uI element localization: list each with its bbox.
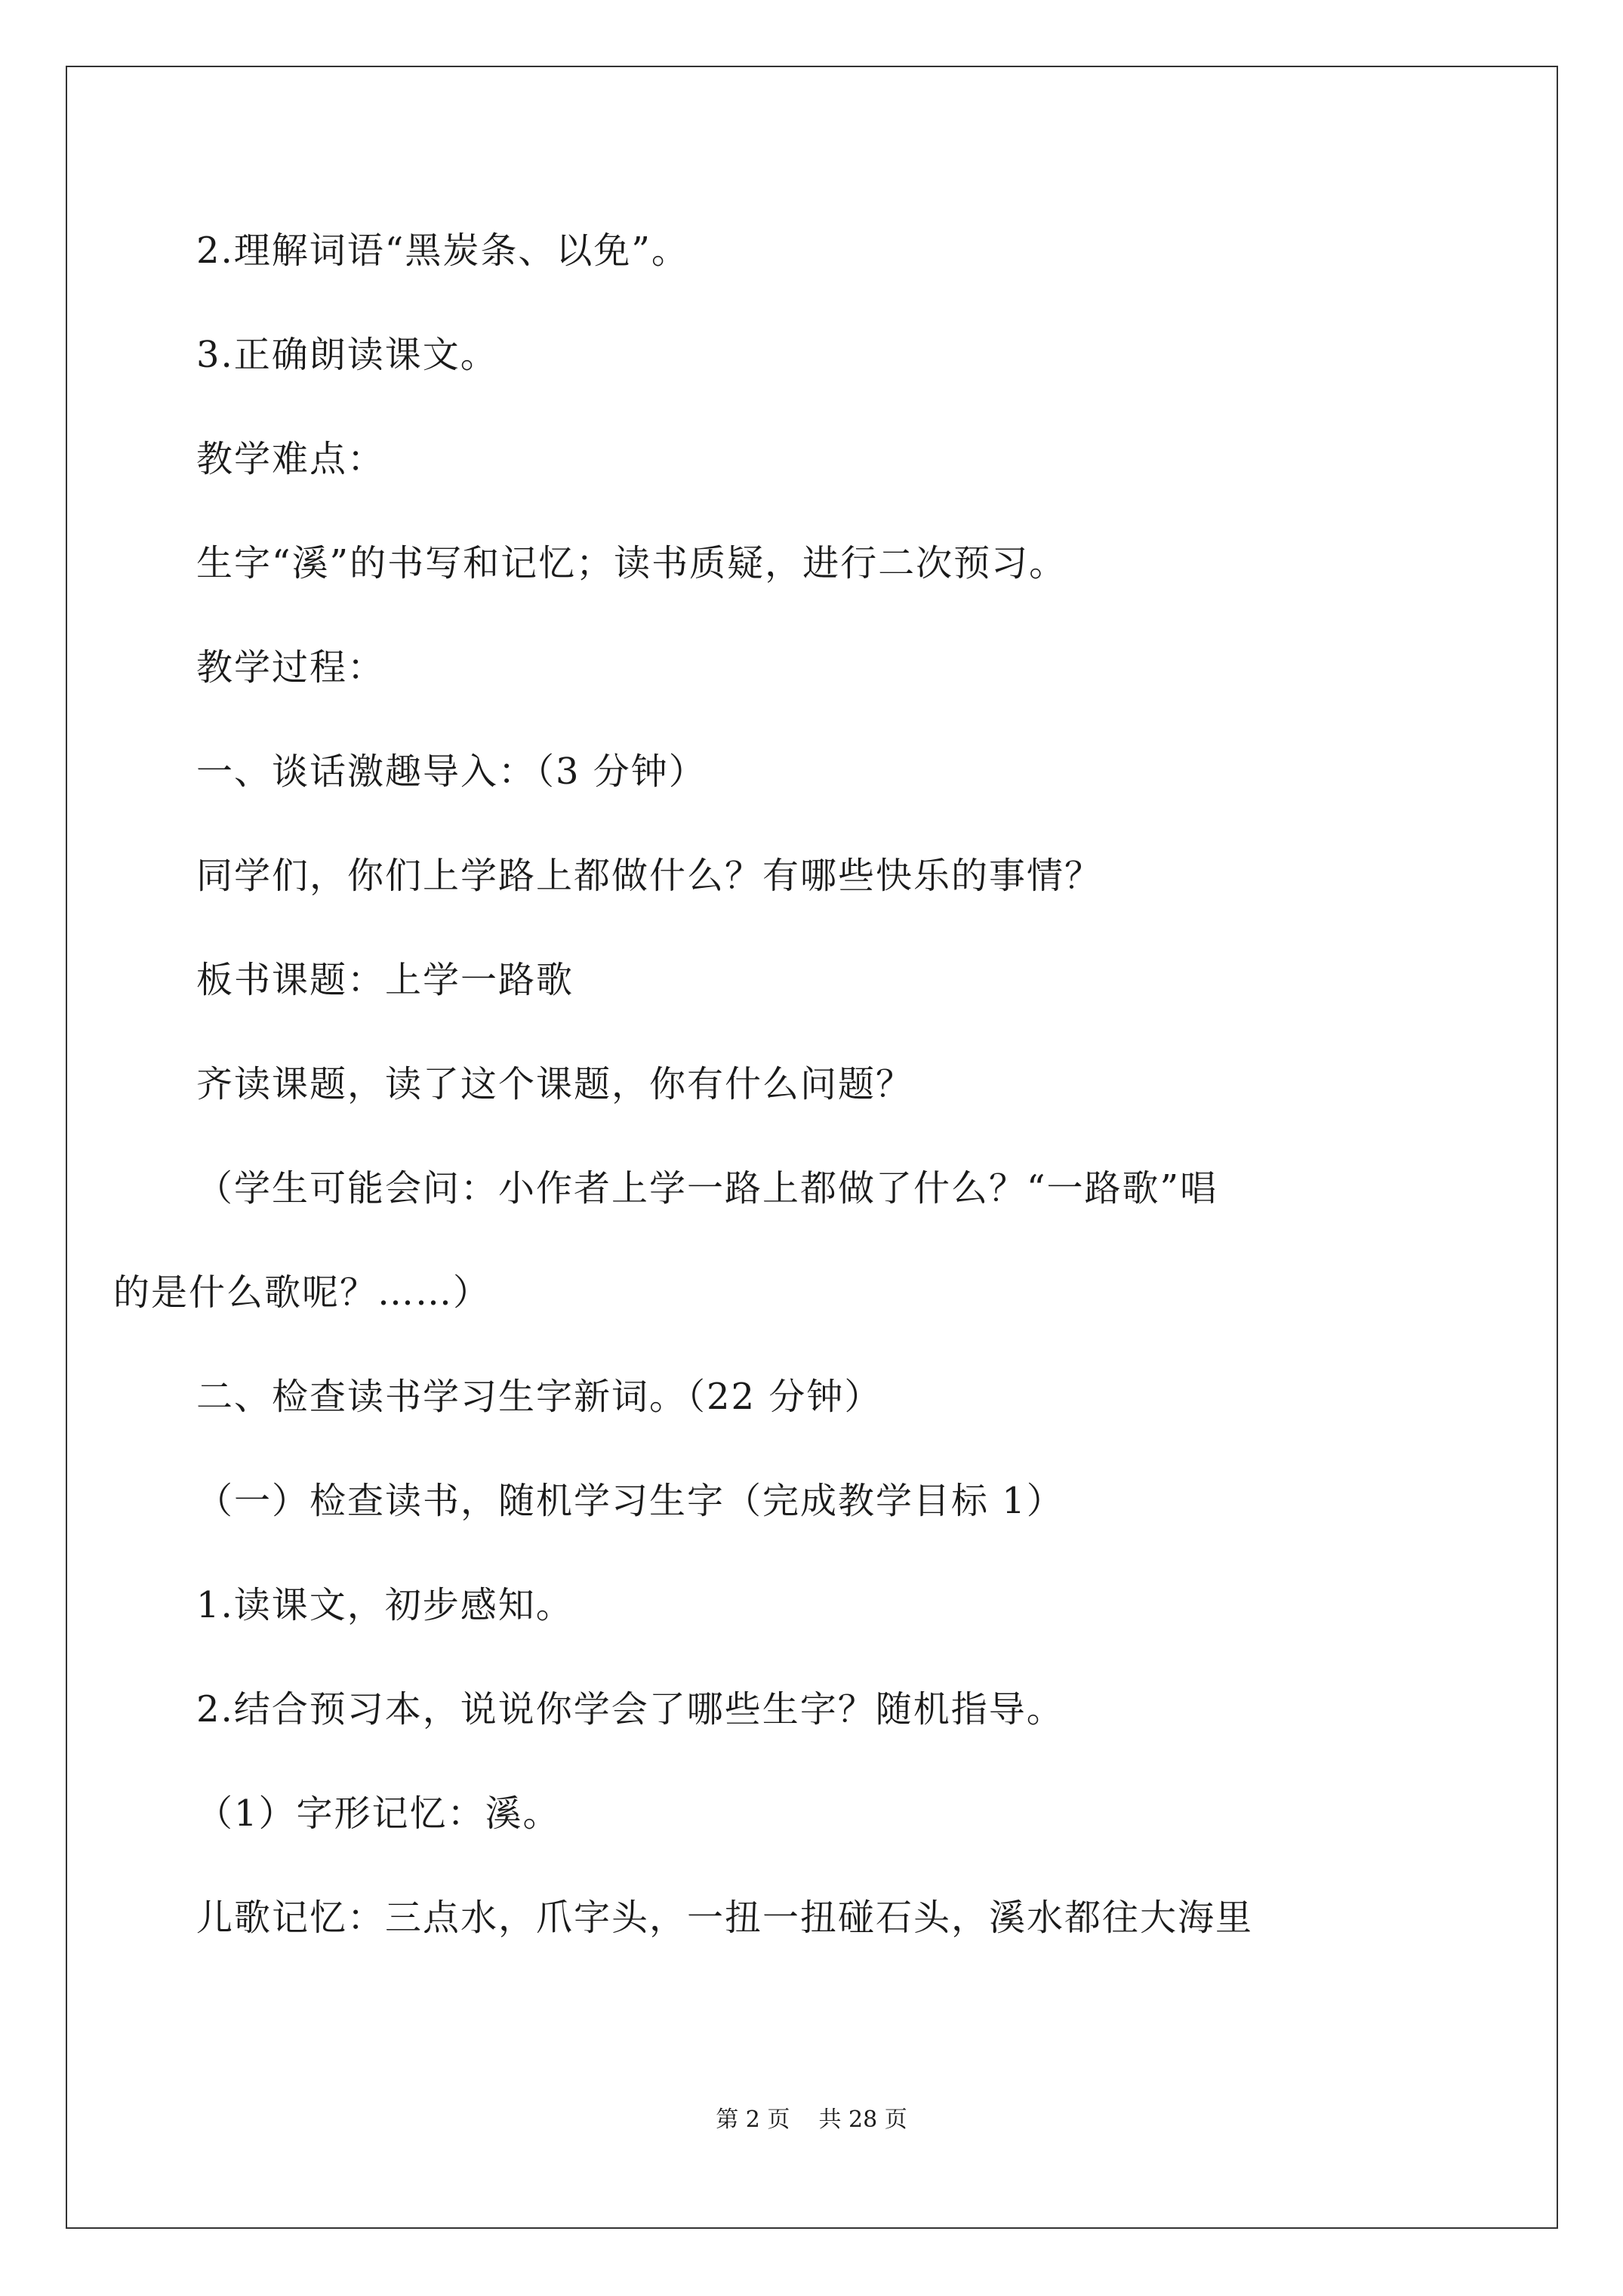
- section-heading: 教学过程：: [196, 646, 386, 689]
- text-line: 1.读课文，初步感知。: [196, 1584, 574, 1626]
- text-line: （学生可能会问：小作者上学一路上都做了什么？“一路歌”唱: [196, 1167, 1218, 1210]
- text-line: 齐读课题，读了这个课题，你有什么问题？: [196, 1063, 914, 1105]
- text-line: 板书课题：上学一路歌: [196, 959, 574, 1001]
- text-line: 同学们，你们上学路上都做什么？有哪些快乐的事情？: [196, 855, 1103, 897]
- text-line: （一）检查读书，随机学习生字（完成教学目标 1）: [196, 1480, 1064, 1522]
- section-heading: 教学难点：: [196, 438, 386, 480]
- text-line: 2.理解词语“黑炭条、以免”。: [196, 230, 689, 272]
- page-footer: 第 2 页 共 28 页: [716, 2106, 907, 2133]
- text-line: 一、谈话激趣导入：（3 分钟）: [196, 750, 707, 793]
- text-line-continuation: 的是什么歌呢？……）: [113, 1271, 491, 1314]
- text-line: 3.正确朗读课文。: [196, 334, 498, 376]
- text-line: （1）字形记忆：溪。: [196, 1792, 561, 1835]
- text-line: 生字“溪”的书写和记忆；读书质疑，进行二次预习。: [196, 542, 1067, 584]
- text-line: 儿歌记忆：三点水，爪字头，一扭一扭碰石头，溪水都往大海里: [196, 1897, 1254, 1939]
- text-line: 二、检查读书学习生字新词。（22 分钟）: [196, 1376, 882, 1418]
- text-line: 2.结合预习本，说说你学会了哪些生字？随机指导。: [196, 1688, 1064, 1730]
